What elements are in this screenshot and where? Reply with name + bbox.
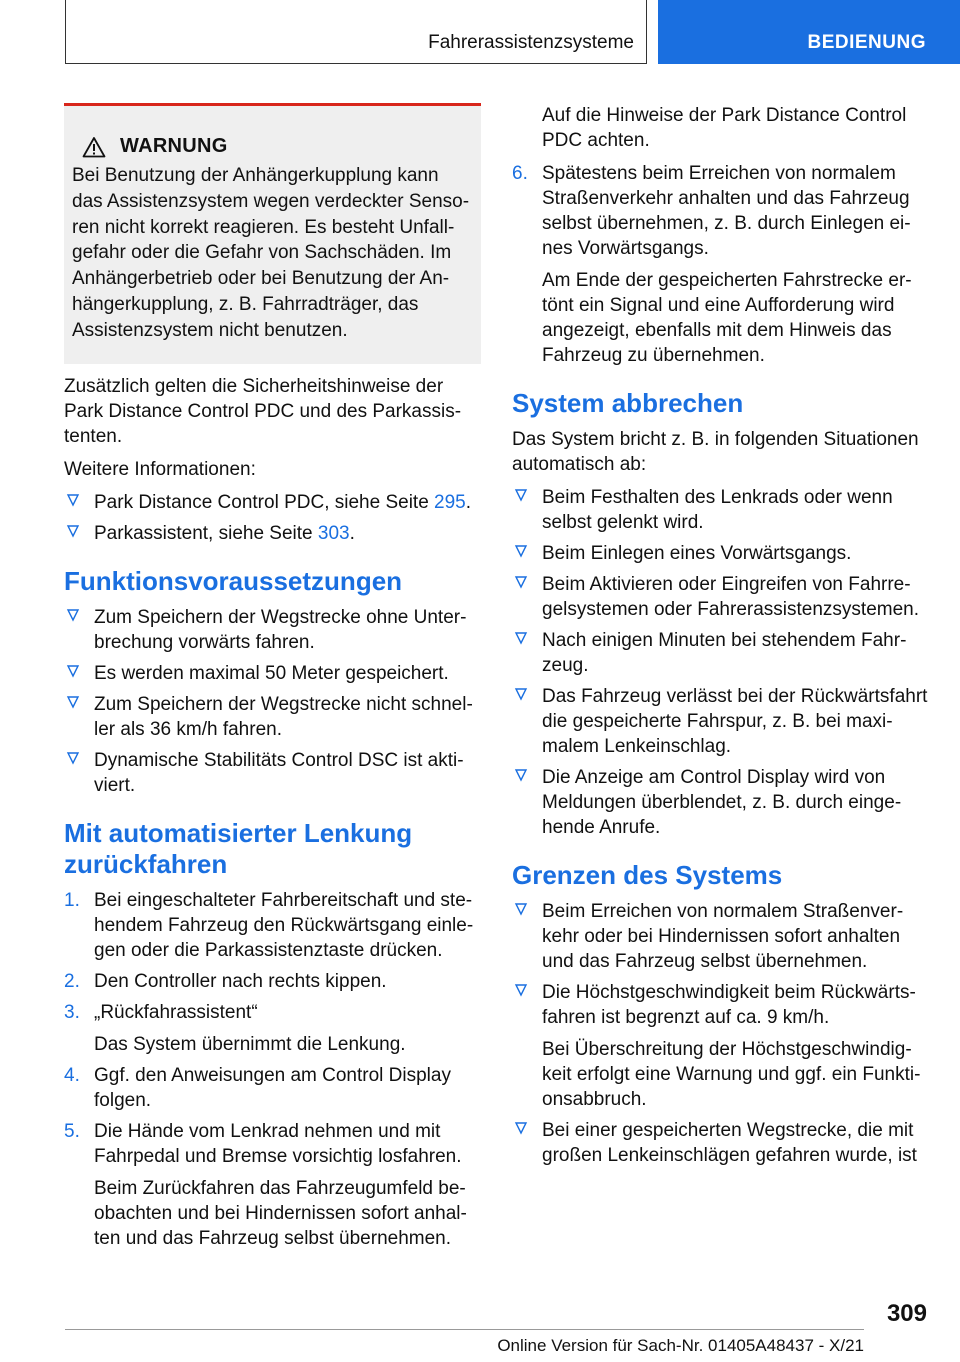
heading-lenkung: Mit automatisierter Lenkung zurückfahren: [64, 817, 413, 879]
list-item: Bei einer gespeicherten Wegstrecke, die mit großen Lenkeinschlägen gefahren wurde, ist: [512, 1118, 928, 1168]
lenkung-steps: [64, 888, 481, 1251]
step-item: 1. Bei eingeschalteter Fahrbereitschaft und stehendem Fahrzeug den Rückwärtsgang einlegen oder die Parkassistenztaste drücken.: [64, 889, 474, 961]
page-number: 309: [886, 1300, 927, 1327]
bullet-triangle-icon: [66, 608, 80, 622]
list-item: Es werden maximal 50 Meter gespeichert.: [64, 661, 481, 686]
grenzen-list: [512, 899, 928, 1168]
warning-triangle-icon: [82, 136, 106, 158]
header-title-box: [65, 0, 647, 64]
list-item: Beim Aktivieren oder Eingreifen von Fahrregelsystemen oder Fahrerassistenzsystemen.: [512, 572, 928, 622]
bullet-triangle-icon: [66, 751, 80, 765]
header-title: Fahrerassistenzsysteme: [428, 32, 634, 53]
safety-note: Zusätzlich gelten die Sicherheitshinweise der Park Distance Control PDC und des Parkassistenten.: [64, 375, 462, 447]
step-item: 5. Die Hände vom Lenkrad nehmen und mit Fahrpedal und Bremse vorsichtig losfahren. Beim Zurückfahren das Fahrzeugumfeld beobachten und bei Hindernissen sofort anhalten und das Fahrzeug selbst übernehmen.: [64, 1120, 467, 1249]
step-5-continuation: Auf die Hinweise der Park Distance Control PDC achten.: [542, 105, 907, 151]
lenkung-steps-continued: [512, 161, 928, 368]
bullet-triangle-icon: [514, 488, 528, 502]
heading-system-abbrechen: System abbrechen: [512, 388, 744, 418]
heading-grenzen: Grenzen des Systems: [512, 860, 783, 890]
more-info-list: [64, 490, 481, 546]
bullet-triangle-icon: [514, 902, 528, 916]
bullet-triangle-icon: [514, 575, 528, 589]
warning-box: [64, 103, 481, 364]
list-item: Parkassistent, siehe Seite 303.: [64, 521, 481, 546]
bullet-triangle-icon: [514, 544, 528, 558]
list-item: Zum Speichern der Wegstrecke nicht schneller als 36 km/h fahren.: [64, 692, 481, 742]
bullet-triangle-icon: [514, 631, 528, 645]
header-section-tab: [658, 0, 960, 64]
list-item: Park Distance Control PDC, siehe Seite 295.: [64, 490, 481, 515]
step-item: 3. „Rückfahrassistent“ Das System übernimmt die Lenkung.: [64, 1001, 406, 1055]
warning-text: Bei Benutzung der Anhängerkupplung kann das Assistenzsystem wegen verdeckter Sensoren nicht korrekt reagieren. Es besteht Unfallgefahr oder die Gefahr von Sachschäden. Im Anhängerbetrieb oder bei Benutzung der Anhängerkupplung, z. B. Fahrradträger, das Assistenzsystem nicht benutzen.: [72, 165, 470, 341]
list-item: Beim Einlegen eines Vorwärtsgangs.: [512, 541, 928, 566]
bullet-triangle-icon: [514, 983, 528, 997]
warning-title: WARNUNG: [120, 135, 228, 157]
bullet-triangle-icon: [66, 695, 80, 709]
list-item: Zum Speichern der Wegstrecke ohne Unterbrechung vorwärts fahren.: [64, 605, 481, 655]
bullet-triangle-icon: [66, 524, 80, 538]
heading-funktionsvoraussetzungen: Funktionsvoraussetzungen: [64, 565, 403, 596]
list-item: Das Fahrzeug verlässt bei der Rückwärtsfahrt die gespeicherte Fahrspur, z. B. bei maximalem Lenkeinschlag.: [512, 684, 928, 759]
more-info-label: Weitere Informationen:: [64, 458, 256, 480]
list-item: Die Anzeige am Control Display wird von Meldungen überblendet, z. B. durch eingehende Anrufe.: [512, 765, 928, 840]
abbrechen-list: [512, 485, 928, 840]
list-item: Nach einigen Minuten bei stehendem Fahrzeug.: [512, 628, 928, 678]
list-item: Die Höchstgeschwindigkeit beim Rückwärtsfahren ist begrenzt auf ca. 9 km/h. Bei Überschreitung der Höchstgeschwindigkeit erfolgt eine Warnung und ggf. ein Funktionsabbruch.: [512, 980, 928, 1112]
right-column: [512, 103, 928, 1174]
page-link-303[interactable]: 303: [317, 522, 350, 544]
step-item: 6. Spätestens beim Erreichen von normalem Straßenverkehr anhalten und das Fahrzeug selbst übernehmen, z. B. durch Einlegen eines Vorwärtsgangs. Am Ende der gespeicherten Fahrstrecke ertönt ein Signal und eine Aufforderung wird angezeigt, ebenfalls mit dem Hinweis das Fahrzeug zu übernehmen.: [512, 163, 912, 366]
step-item: 2. Den Controller nach rechts kippen.: [64, 970, 387, 992]
list-item: Dynamische Stabilitäts Control DSC ist aktiviert.: [64, 748, 481, 798]
left-column: [64, 100, 481, 1257]
list-item: Beim Festhalten des Lenkrads oder wenn selbst gelenkt wird.: [512, 485, 928, 535]
footer-divider: [65, 1329, 864, 1330]
page-link-295[interactable]: 295: [434, 491, 466, 513]
bullet-triangle-icon: [514, 768, 528, 782]
list-item: Beim Erreichen von normalem Straßenverkehr oder bei Hindernissen sofort anhalten und das Fahrzeug selbst übernehmen.: [512, 899, 928, 974]
bullet-triangle-icon: [514, 1121, 528, 1135]
bullet-triangle-icon: [514, 687, 528, 701]
bullet-triangle-icon: [66, 493, 80, 507]
abbrechen-intro: Das System bricht z. B. in folgenden Situationen automatisch ab:: [512, 429, 919, 475]
step-item: 4. Ggf. den Anweisungen am Control Display folgen.: [64, 1064, 451, 1111]
footer-version-text: Online Version für Sach-Nr. 01405A48437 - X/21: [497, 1336, 864, 1355]
funktion-list: [64, 605, 481, 798]
bullet-triangle-icon: [66, 664, 80, 678]
header-section-label: BEDIENUNG: [807, 32, 926, 53]
